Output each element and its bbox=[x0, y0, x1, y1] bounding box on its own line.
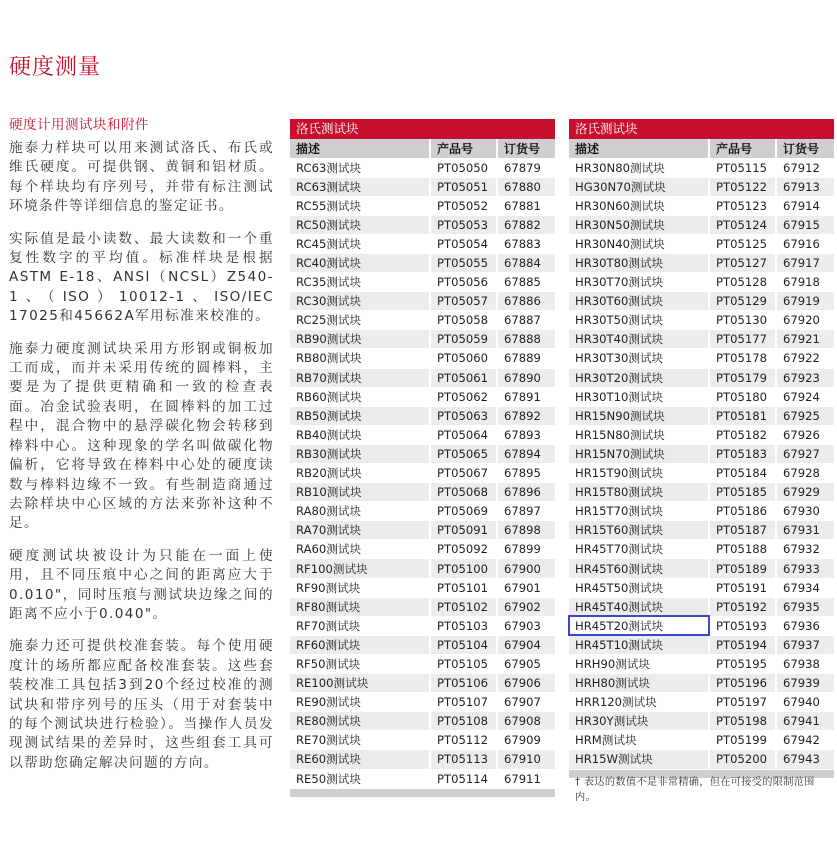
column-header-order-no: 订货号 bbox=[776, 139, 834, 158]
cell-order-no: 67912 bbox=[776, 158, 834, 177]
cell-product-no: PT05130 bbox=[709, 311, 776, 330]
cell-order-no: 67909 bbox=[497, 731, 555, 750]
cell-product-no: PT05064 bbox=[430, 425, 497, 444]
paragraph-material: 施泰力硬度测试块采用方形钢或铜板加工而成，而并未采用传统的圆棒料，主要是为了提供更精确和一致的检查表面。冶金试验表明，在圆棒料的加工过程中，混合物中的悬浮碳化物会转移到棒料中心。这种现象的学名叫做碳化物偏析，它将导致在棒料中心处的硬度读数与棒料边缘不一致。有些制造商通过去除样块中心区域的方法来弥补这种不足。 bbox=[9, 340, 274, 532]
cell-order-no: 67928 bbox=[776, 464, 834, 483]
cell-description: HR45T50测试块 bbox=[569, 578, 709, 597]
cell-description: RF50测试块 bbox=[290, 654, 430, 673]
cell-order-no: 67911 bbox=[497, 769, 555, 788]
cell-order-no: 67942 bbox=[776, 731, 834, 750]
cell-description: RB20测试块 bbox=[290, 464, 430, 483]
cell-order-no: 67920 bbox=[776, 311, 834, 330]
rockwell-table-2 bbox=[569, 119, 834, 778]
cell-order-no: 67933 bbox=[776, 559, 834, 578]
cell-description: HG30N70测试块 bbox=[569, 177, 709, 196]
table-row bbox=[290, 311, 555, 330]
table-title: 洛氏测试块 bbox=[290, 119, 555, 139]
table-row bbox=[290, 769, 555, 788]
column-header-order-no: 订货号 bbox=[497, 139, 555, 158]
cell-product-no: PT05105 bbox=[430, 654, 497, 673]
cell-order-no: 67905 bbox=[497, 654, 555, 673]
cell-product-no: PT05194 bbox=[709, 635, 776, 654]
table-row bbox=[569, 654, 834, 673]
cell-order-no: 67929 bbox=[776, 483, 834, 502]
table-row bbox=[290, 425, 555, 444]
cell-product-no: PT05054 bbox=[430, 234, 497, 253]
table-row bbox=[569, 444, 834, 463]
cell-product-no: PT05050 bbox=[430, 158, 497, 177]
cell-order-no: 67919 bbox=[776, 292, 834, 311]
cell-product-no: PT05189 bbox=[709, 559, 776, 578]
cell-order-no: 67923 bbox=[776, 368, 834, 387]
cell-order-no: 67935 bbox=[776, 597, 834, 616]
table-row bbox=[290, 712, 555, 731]
cell-description: RE70测试块 bbox=[290, 731, 430, 750]
cell-order-no: 67896 bbox=[497, 483, 555, 502]
table-row bbox=[290, 273, 555, 292]
cell-description: HRR120测试块 bbox=[569, 693, 709, 712]
cell-description: RF100测试块 bbox=[290, 559, 430, 578]
cell-order-no: 67917 bbox=[776, 253, 834, 272]
cell-description: RC35测试块 bbox=[290, 273, 430, 292]
cell-description: RF90测试块 bbox=[290, 578, 430, 597]
cell-product-no: PT05061 bbox=[430, 368, 497, 387]
table-row bbox=[569, 215, 834, 234]
column-header-description: 描述 bbox=[290, 139, 430, 158]
table-row bbox=[569, 750, 834, 769]
table-row bbox=[290, 540, 555, 559]
cell-description: HR15N80测试块 bbox=[569, 425, 709, 444]
cell-description: HR30T50测试块 bbox=[569, 311, 709, 330]
table-row bbox=[290, 635, 555, 654]
cell-order-no: 67934 bbox=[776, 578, 834, 597]
cell-product-no: PT05113 bbox=[430, 750, 497, 769]
table-row bbox=[569, 292, 834, 311]
cell-product-no: PT05186 bbox=[709, 502, 776, 521]
cell-description: HR15T60测试块 bbox=[569, 521, 709, 540]
cell-order-no: 67897 bbox=[497, 502, 555, 521]
cell-order-no: 67891 bbox=[497, 387, 555, 406]
cell-order-no: 67921 bbox=[776, 330, 834, 349]
cell-description: HR30T80测试块 bbox=[569, 253, 709, 272]
cell-order-no: 67892 bbox=[497, 406, 555, 425]
cell-description: RB70测试块 bbox=[290, 368, 430, 387]
table-row bbox=[569, 177, 834, 196]
table-row bbox=[290, 693, 555, 712]
table-row bbox=[569, 521, 834, 540]
table-row bbox=[290, 253, 555, 272]
cell-order-no: 67924 bbox=[776, 387, 834, 406]
cell-product-no: PT05123 bbox=[709, 196, 776, 215]
cell-description: RB50测试块 bbox=[290, 406, 430, 425]
table-footer-bar bbox=[290, 789, 555, 797]
cell-description: RE80测试块 bbox=[290, 712, 430, 731]
cell-description: HR15N90测试块 bbox=[569, 406, 709, 425]
table-row bbox=[290, 483, 555, 502]
table-row bbox=[569, 349, 834, 368]
cell-order-no: 67908 bbox=[497, 712, 555, 731]
table-row bbox=[569, 578, 834, 597]
cell-description: HR15W测试块 bbox=[569, 750, 709, 769]
table-row bbox=[290, 559, 555, 578]
cell-description: HR45T60测试块 bbox=[569, 559, 709, 578]
cell-product-no: PT05125 bbox=[709, 234, 776, 253]
table-row bbox=[569, 635, 834, 654]
cell-product-no: PT05104 bbox=[430, 635, 497, 654]
table-row bbox=[290, 387, 555, 406]
cell-order-no: 67922 bbox=[776, 349, 834, 368]
cell-product-no: PT05055 bbox=[430, 253, 497, 272]
table-row bbox=[569, 731, 834, 750]
cell-product-no: PT05051 bbox=[430, 177, 497, 196]
cell-product-no: PT05191 bbox=[709, 578, 776, 597]
table-row bbox=[290, 502, 555, 521]
cell-order-no: 67937 bbox=[776, 635, 834, 654]
cell-order-no: 67881 bbox=[497, 196, 555, 215]
cell-product-no: PT05181 bbox=[709, 406, 776, 425]
cell-product-no: PT05056 bbox=[430, 273, 497, 292]
cell-product-no: PT05127 bbox=[709, 253, 776, 272]
cell-order-no: 67883 bbox=[497, 234, 555, 253]
cell-product-no: PT05115 bbox=[709, 158, 776, 177]
cell-description: RC50测试块 bbox=[290, 215, 430, 234]
cell-product-no: PT05183 bbox=[709, 444, 776, 463]
cell-order-no: 67941 bbox=[776, 712, 834, 731]
cell-order-no: 67930 bbox=[776, 502, 834, 521]
table-row bbox=[569, 616, 834, 635]
cell-description: RC25测试块 bbox=[290, 311, 430, 330]
cell-description: HRH90测试块 bbox=[569, 654, 709, 673]
table-row bbox=[569, 387, 834, 406]
table-row bbox=[569, 368, 834, 387]
cell-product-no: PT05177 bbox=[709, 330, 776, 349]
cell-order-no: 67943 bbox=[776, 750, 834, 769]
cell-product-no: PT05179 bbox=[709, 368, 776, 387]
cell-product-no: PT05198 bbox=[709, 712, 776, 731]
table-row bbox=[569, 425, 834, 444]
column-header-product-no: 产品号 bbox=[430, 139, 497, 158]
cell-order-no: 67910 bbox=[497, 750, 555, 769]
table-row bbox=[290, 731, 555, 750]
cell-product-no: PT05188 bbox=[709, 540, 776, 559]
cell-order-no: 67938 bbox=[776, 654, 834, 673]
cell-description: RC45测试块 bbox=[290, 234, 430, 253]
table-row bbox=[290, 597, 555, 616]
table-title: 洛氏测试块 bbox=[569, 119, 834, 139]
cell-order-no: 67890 bbox=[497, 368, 555, 387]
table-row bbox=[290, 234, 555, 253]
cell-product-no: PT05195 bbox=[709, 654, 776, 673]
table-row bbox=[290, 616, 555, 635]
paragraph-intro: 施泰力样块可以用来测试洛氏、布氏或维氏硬度。可提供钢、黄铜和铝材质。每个样块均有序列号，并带有标注测试环境条件等详细信息的鉴定证书。 bbox=[9, 140, 274, 215]
cell-description: HR45T20测试块 bbox=[569, 616, 709, 635]
cell-description: HR15N70测试块 bbox=[569, 444, 709, 463]
table-row bbox=[290, 330, 555, 349]
cell-description: RC63测试块 bbox=[290, 177, 430, 196]
cell-description: RA70测试块 bbox=[290, 521, 430, 540]
cell-product-no: PT05053 bbox=[430, 215, 497, 234]
cell-product-no: PT05187 bbox=[709, 521, 776, 540]
cell-order-no: 67898 bbox=[497, 521, 555, 540]
cell-product-no: PT05091 bbox=[430, 521, 497, 540]
cell-description: RB40测试块 bbox=[290, 425, 430, 444]
cell-product-no: PT05106 bbox=[430, 674, 497, 693]
cell-product-no: PT05100 bbox=[430, 559, 497, 578]
table-row bbox=[290, 349, 555, 368]
table-row bbox=[290, 444, 555, 463]
table-row bbox=[569, 502, 834, 521]
cell-order-no: 67895 bbox=[497, 464, 555, 483]
table-row bbox=[569, 597, 834, 616]
cell-product-no: PT05196 bbox=[709, 674, 776, 693]
cell-description: HR15T80测试块 bbox=[569, 483, 709, 502]
cell-order-no: 67906 bbox=[497, 674, 555, 693]
cell-description: RE60测试块 bbox=[290, 750, 430, 769]
cell-product-no: PT05185 bbox=[709, 483, 776, 502]
table-row bbox=[290, 177, 555, 196]
cell-product-no: PT05178 bbox=[709, 349, 776, 368]
table-row bbox=[569, 234, 834, 253]
cell-description: HR30N80测试块 bbox=[569, 158, 709, 177]
table-row bbox=[569, 693, 834, 712]
cell-description: HRM测试块 bbox=[569, 731, 709, 750]
cell-product-no: PT05052 bbox=[430, 196, 497, 215]
cell-product-no: PT05063 bbox=[430, 406, 497, 425]
cell-product-no: PT05193 bbox=[709, 616, 776, 635]
cell-product-no: PT05122 bbox=[709, 177, 776, 196]
cell-description: HR30T10测试块 bbox=[569, 387, 709, 406]
rockwell-table-1 bbox=[290, 119, 555, 797]
cell-product-no: PT05057 bbox=[430, 292, 497, 311]
cell-product-no: PT05197 bbox=[709, 693, 776, 712]
cell-product-no: PT05068 bbox=[430, 483, 497, 502]
cell-order-no: 67884 bbox=[497, 253, 555, 272]
cell-order-no: 67939 bbox=[776, 674, 834, 693]
cell-order-no: 67916 bbox=[776, 234, 834, 253]
cell-description: HR30N50测试块 bbox=[569, 215, 709, 234]
cell-product-no: PT05200 bbox=[709, 750, 776, 769]
cell-description: RC55测试块 bbox=[290, 196, 430, 215]
cell-product-no: PT05124 bbox=[709, 215, 776, 234]
table-row bbox=[569, 712, 834, 731]
cell-product-no: PT05182 bbox=[709, 425, 776, 444]
cell-order-no: 67888 bbox=[497, 330, 555, 349]
column-header-product-no: 产品号 bbox=[709, 139, 776, 158]
table-row bbox=[569, 311, 834, 330]
cell-description: HR15T70测试块 bbox=[569, 502, 709, 521]
paragraph-standards: 实际值是最小读数、最大读数和一个重复性数字的平均值。标准样块是根据ASTM E-18、ANSI（NCSL）Z540-1、（ISO）10012-1、ISO/IEC 17025和45662A军用标准来校准的。 bbox=[9, 230, 274, 325]
cell-order-no: 67932 bbox=[776, 540, 834, 559]
cell-product-no: PT05192 bbox=[709, 597, 776, 616]
cell-product-no: PT05114 bbox=[430, 769, 497, 788]
cell-description: RB90测试块 bbox=[290, 330, 430, 349]
cell-order-no: 67886 bbox=[497, 292, 555, 311]
cell-description: HR30T20测试块 bbox=[569, 368, 709, 387]
cell-order-no: 67882 bbox=[497, 215, 555, 234]
table-row bbox=[569, 406, 834, 425]
cell-order-no: 67880 bbox=[497, 177, 555, 196]
cell-product-no: PT05180 bbox=[709, 387, 776, 406]
cell-description: RB10测试块 bbox=[290, 483, 430, 502]
table-row bbox=[290, 158, 555, 177]
intro-column bbox=[9, 113, 274, 786]
cell-product-no: PT05058 bbox=[430, 311, 497, 330]
cell-order-no: 67894 bbox=[497, 444, 555, 463]
cell-description: RA60测试块 bbox=[290, 540, 430, 559]
cell-product-no: PT05184 bbox=[709, 464, 776, 483]
table-row bbox=[569, 559, 834, 578]
cell-description: RE100测试块 bbox=[290, 674, 430, 693]
cell-description: RE50测试块 bbox=[290, 769, 430, 788]
table-row bbox=[569, 273, 834, 292]
section-subtitle: 硬度计用测试块和附件 bbox=[9, 117, 149, 133]
cell-product-no: PT05101 bbox=[430, 578, 497, 597]
table-row bbox=[290, 674, 555, 693]
table-row bbox=[569, 464, 834, 483]
cell-product-no: PT05067 bbox=[430, 464, 497, 483]
cell-description: RF60测试块 bbox=[290, 635, 430, 654]
cell-description: HR30N40测试块 bbox=[569, 234, 709, 253]
table-row bbox=[290, 406, 555, 425]
cell-order-no: 67900 bbox=[497, 559, 555, 578]
table-row bbox=[290, 368, 555, 387]
cell-description: RC40测试块 bbox=[290, 253, 430, 272]
cell-order-no: 67904 bbox=[497, 635, 555, 654]
page-title: 硬度测量 bbox=[9, 55, 102, 80]
cell-order-no: 67907 bbox=[497, 693, 555, 712]
cell-description: HR30T30测试块 bbox=[569, 349, 709, 368]
cell-description: RE90测试块 bbox=[290, 693, 430, 712]
table-row bbox=[569, 674, 834, 693]
table-row bbox=[290, 464, 555, 483]
table-row bbox=[569, 540, 834, 559]
cell-description: HR30N60测试块 bbox=[569, 196, 709, 215]
cell-description: HR45T10测试块 bbox=[569, 635, 709, 654]
cell-order-no: 67914 bbox=[776, 196, 834, 215]
cell-product-no: PT05128 bbox=[709, 273, 776, 292]
table-row bbox=[569, 253, 834, 272]
cell-product-no: PT05059 bbox=[430, 330, 497, 349]
cell-description: HR30Y测试块 bbox=[569, 712, 709, 731]
cell-order-no: 67901 bbox=[497, 578, 555, 597]
cell-order-no: 67885 bbox=[497, 273, 555, 292]
cell-description: RB60测试块 bbox=[290, 387, 430, 406]
cell-description: RF70测试块 bbox=[290, 616, 430, 635]
cell-order-no: 67925 bbox=[776, 406, 834, 425]
cell-product-no: PT05069 bbox=[430, 502, 497, 521]
cell-product-no: PT05129 bbox=[709, 292, 776, 311]
cell-description: HR45T40测试块 bbox=[569, 597, 709, 616]
cell-order-no: 67887 bbox=[497, 311, 555, 330]
table-footnote: † 表达的数值不是非常精确，但在可接受的限制范围内。 bbox=[575, 777, 815, 803]
cell-product-no: PT05199 bbox=[709, 731, 776, 750]
cell-order-no: 67899 bbox=[497, 540, 555, 559]
cell-order-no: 67940 bbox=[776, 693, 834, 712]
table-row bbox=[569, 158, 834, 177]
cell-order-no: 67889 bbox=[497, 349, 555, 368]
cell-order-no: 67918 bbox=[776, 273, 834, 292]
cell-description: HR45T70测试块 bbox=[569, 540, 709, 559]
product-table bbox=[290, 139, 555, 789]
cell-product-no: PT05062 bbox=[430, 387, 497, 406]
product-table bbox=[569, 139, 834, 770]
table-row bbox=[290, 654, 555, 673]
cell-description: RF80测试块 bbox=[290, 597, 430, 616]
cell-description: RC30测试块 bbox=[290, 292, 430, 311]
cell-description: RC63测试块 bbox=[290, 158, 430, 177]
table-row bbox=[290, 521, 555, 540]
cell-order-no: 67913 bbox=[776, 177, 834, 196]
cell-product-no: PT05112 bbox=[430, 731, 497, 750]
table-row bbox=[290, 292, 555, 311]
cell-description: HRH80测试块 bbox=[569, 674, 709, 693]
cell-order-no: 67903 bbox=[497, 616, 555, 635]
table-row bbox=[290, 215, 555, 234]
cell-description: RB30测试块 bbox=[290, 444, 430, 463]
cell-order-no: 67915 bbox=[776, 215, 834, 234]
table-row bbox=[569, 196, 834, 215]
paragraph-kits: 施泰力还可提供校准套装。每个使用硬度计的场所都应配备校准套装。这些套装校准工具包括3到20个经过校准的测试块和带序列号的压头（用于对套装中的每个测试块进行检验）。当操作人员发现测试结果的差异时，这些组套工具可以帮助您确定解决问题的方向。 bbox=[9, 638, 274, 771]
cell-description: HR30T70测试块 bbox=[569, 273, 709, 292]
table-row bbox=[290, 196, 555, 215]
cell-product-no: PT05108 bbox=[430, 712, 497, 731]
column-header-description: 描述 bbox=[569, 139, 709, 158]
cell-order-no: 67936 bbox=[776, 616, 834, 635]
table-row bbox=[569, 483, 834, 502]
cell-product-no: PT05107 bbox=[430, 693, 497, 712]
cell-product-no: PT05103 bbox=[430, 616, 497, 635]
table-row bbox=[290, 750, 555, 769]
cell-order-no: 67879 bbox=[497, 158, 555, 177]
cell-product-no: PT05102 bbox=[430, 597, 497, 616]
table-row bbox=[569, 330, 834, 349]
cell-description: HR30T60测试块 bbox=[569, 292, 709, 311]
cell-description: RB80测试块 bbox=[290, 349, 430, 368]
cell-order-no: 67926 bbox=[776, 425, 834, 444]
cell-description: RA80测试块 bbox=[290, 502, 430, 521]
table-row bbox=[290, 578, 555, 597]
cell-order-no: 67893 bbox=[497, 425, 555, 444]
cell-product-no: PT05060 bbox=[430, 349, 497, 368]
cell-order-no: 67931 bbox=[776, 521, 834, 540]
cell-order-no: 67902 bbox=[497, 597, 555, 616]
cell-description: HR30T40测试块 bbox=[569, 330, 709, 349]
cell-product-no: PT05065 bbox=[430, 444, 497, 463]
cell-description: HR15T90测试块 bbox=[569, 464, 709, 483]
paragraph-usage: 硬度测试块被设计为只能在一面上使用，且不同压痕中心之间的距离应大于0.010"，同时压痕与测试块边缘之间的距离不应小于0.040"。 bbox=[9, 547, 274, 622]
cell-product-no: PT05092 bbox=[430, 540, 497, 559]
cell-order-no: 67927 bbox=[776, 444, 834, 463]
